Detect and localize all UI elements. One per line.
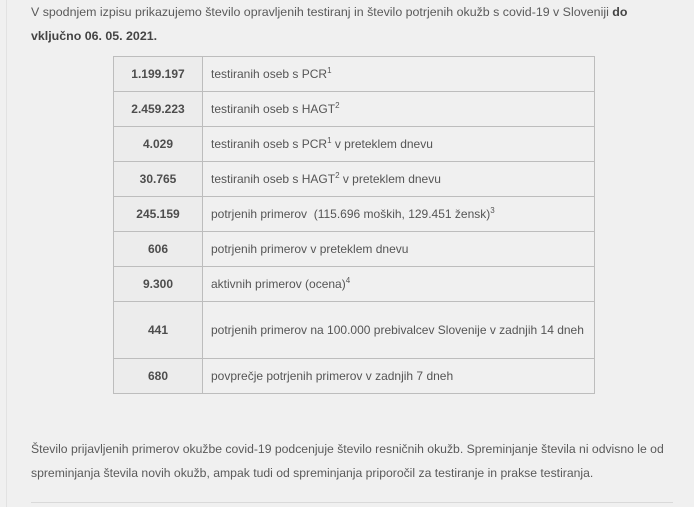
- row-text: testiranih oseb s HAGT: [211, 171, 336, 186]
- row-text: testiranih oseb s PCR: [211, 66, 328, 81]
- row-value: 441: [114, 302, 203, 359]
- row-description: [203, 267, 595, 302]
- row-description: [203, 197, 595, 232]
- row-value: 606: [114, 232, 203, 267]
- table-row: [114, 92, 595, 127]
- row-text: povprečje potrjenih primerov v zadnjih 7 dneh: [211, 368, 454, 383]
- table-row: [114, 267, 595, 302]
- footnote-ref: 1: [327, 65, 332, 75]
- table-row: [114, 127, 595, 162]
- row-value: 1.199.197: [114, 57, 203, 92]
- row-text: potrjenih primerov (115.696 moških, 129.451 žensk): [211, 206, 491, 221]
- row-value: 4.029: [114, 127, 203, 162]
- row-value: 30.765: [114, 162, 203, 197]
- row-text: testiranih oseb s PCR: [211, 136, 328, 151]
- intro-paragraph: [31, 0, 681, 48]
- footnote-ref: 2: [335, 170, 340, 180]
- row-text: potrjenih primerov na 100.000 prebivalcev Slovenije v zadnjih 14 dneh: [211, 322, 584, 337]
- row-value: 2.459.223: [114, 92, 203, 127]
- row-description: [203, 359, 595, 394]
- intro-date: do vključno 06. 05. 2021.: [31, 5, 628, 43]
- table-row: [114, 162, 595, 197]
- row-text-after: v preteklem dnevu: [331, 136, 433, 151]
- row-description: [203, 127, 595, 162]
- table-row: [114, 57, 595, 92]
- footnote-ref: 1: [327, 135, 332, 145]
- row-text: aktivnih primerov (ocena): [211, 276, 346, 291]
- table-row: [114, 232, 595, 267]
- row-text: testiranih oseb s HAGT: [211, 101, 336, 116]
- row-description: [203, 162, 595, 197]
- table-row: [114, 197, 595, 232]
- table-row: [114, 302, 595, 359]
- footnote-ref: 2: [335, 100, 340, 110]
- statistics-table: [113, 56, 595, 394]
- row-text-after: v preteklem dnevu: [339, 171, 441, 186]
- row-value: 245.159: [114, 197, 203, 232]
- divider: [31, 502, 673, 503]
- row-description: [203, 92, 595, 127]
- row-value: 9.300: [114, 267, 203, 302]
- row-description: [203, 302, 595, 359]
- row-description: [203, 57, 595, 92]
- row-description: [203, 232, 595, 267]
- table-row: [114, 359, 595, 394]
- footer-paragraph: Število prijavljenih primerov okužbe covid-19 podcenjuje število resničnih okužb. Spreminjanje števila ni odvisno le od spreminjanja števila novih okužb, ampak tudi od spreminjanja priporočil za testiranje in prakse testiranja.: [31, 442, 664, 480]
- row-value: 680: [114, 359, 203, 394]
- row-text: potrjenih primerov v preteklem dnevu: [211, 241, 409, 256]
- intro-text: V spodnjem izpisu prikazujemo število opravljenih testiranj in število potrjenih okužb s covid-19 v Sloveniji: [31, 5, 613, 19]
- footnote-ref: 3: [490, 205, 495, 215]
- footnote-ref: 4: [345, 275, 351, 285]
